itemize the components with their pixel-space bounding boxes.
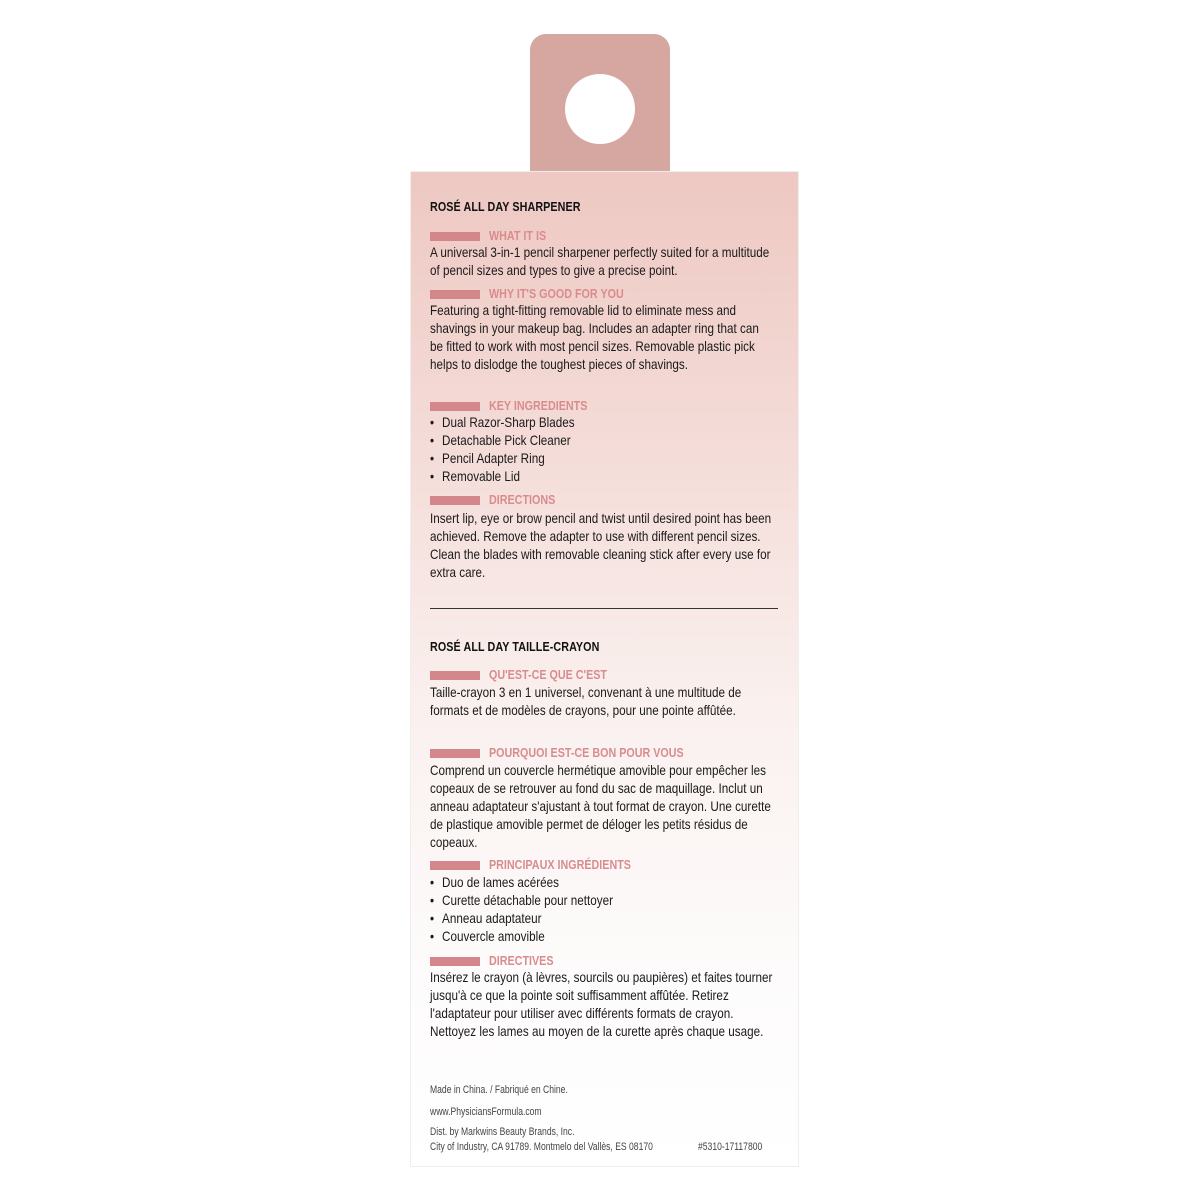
section-label: PRINCIPAUX INGRÉDIENTS bbox=[489, 858, 631, 872]
directives-text: Insérez le crayon (à lèvres, sourcils ou paupières) et faites tourner jusqu'à ce que la pointe soit suffisamment affûtée. Retirez l'adaptateur pour utiliser avec différents formats de crayon. Nettoyez les lames au moyen de la curette après chaque usage. bbox=[430, 970, 773, 1039]
accent-bar bbox=[430, 496, 480, 505]
what-it-is-text: A universal 3-in-1 pencil sharpener perfectly suited for a multitude of pencil sizes and types to give a precise point. bbox=[430, 245, 770, 278]
accent-bar bbox=[430, 671, 480, 680]
principaux-ingredients-list bbox=[430, 874, 643, 946]
list-item: • Duo de lames acérées bbox=[430, 874, 613, 892]
directions-heading bbox=[430, 493, 785, 506]
pourquoi-text: Comprend un couvercle hermétique amovible pour empêcher les copeaux de se retrouver au fond du sac de maquillage. Inclut un anneau adaptateur s'ajustant à tout format de crayon. Une curette de plastique amovible permet de déloger les petits résidus de copeaux. bbox=[430, 763, 771, 850]
product-code: #5310-17117800 bbox=[698, 1141, 763, 1153]
what-it-is-heading bbox=[430, 229, 785, 242]
section-label: WHY IT'S GOOD FOR YOU bbox=[489, 287, 624, 301]
section-label: POURQUOI EST-CE BON POUR VOUS bbox=[489, 746, 684, 760]
language-divider bbox=[430, 608, 778, 609]
list-item: • Pencil Adapter Ring bbox=[430, 450, 575, 468]
list-item: • Couvercle amovible bbox=[430, 928, 613, 946]
list-item: • Dual Razor-Sharp Blades bbox=[430, 414, 575, 432]
accent-bar bbox=[430, 402, 480, 411]
quest-ce-que-cest-text: Taille-crayon 3 en 1 universel, convenant à une multitude de formats et de modèles de crayons, pour une pointe affûtée. bbox=[430, 685, 742, 718]
pourquoi-heading bbox=[430, 746, 785, 759]
list-item: • Detachable Pick Cleaner bbox=[430, 432, 575, 450]
french-title: ROSÉ ALL DAY TAILLE-CRAYON bbox=[430, 640, 600, 654]
quest-ce-que-cest-heading bbox=[430, 668, 785, 681]
why-good-heading bbox=[430, 287, 785, 300]
principaux-ingredients-heading bbox=[430, 858, 785, 871]
english-title: ROSÉ ALL DAY SHARPENER bbox=[430, 200, 581, 214]
address-text: City of Industry, CA 91789. Montmelo del Vallès, ES 08170 bbox=[430, 1141, 653, 1153]
section-label: DIRECTIVES bbox=[489, 954, 554, 968]
list-item: • Curette détachable pour nettoyer bbox=[430, 892, 613, 910]
accent-bar bbox=[430, 290, 480, 299]
why-good-text: Featuring a tight-fitting removable lid to eliminate mess and shavings in your makeup bag. Includes an adapter ring that can be fitted to work with most pencil sizes. Removable plastic pick helps to dislodge the toughest pieces of shavings. bbox=[430, 303, 759, 372]
accent-bar bbox=[430, 957, 480, 966]
accent-bar bbox=[430, 232, 480, 241]
directives-heading bbox=[430, 954, 785, 967]
section-label: QU'EST-CE QUE C'EST bbox=[489, 668, 608, 682]
section-label: DIRECTIONS bbox=[489, 493, 556, 507]
hang-hole bbox=[565, 74, 635, 144]
made-in-text: Made in China. / Fabriqué en Chine. bbox=[430, 1084, 568, 1096]
section-label: WHAT IT IS bbox=[489, 229, 547, 243]
hang-tab bbox=[530, 34, 670, 174]
distributor-text: Dist. by Markwins Beauty Brands, Inc. bbox=[430, 1126, 575, 1138]
list-item: • Removable Lid bbox=[430, 468, 575, 486]
key-ingredients-heading bbox=[430, 399, 785, 412]
key-ingredients-list bbox=[430, 414, 598, 486]
accent-bar bbox=[430, 861, 480, 870]
accent-bar bbox=[430, 749, 480, 758]
directions-text: Insert lip, eye or brow pencil and twist until desired point has been achieved. Remove the adapter to use with different pencil sizes. Clean the blades with removable cleaning stick after every use for extra care. bbox=[430, 511, 772, 580]
section-label: KEY INGREDIENTS bbox=[489, 399, 588, 413]
list-item: • Anneau adaptateur bbox=[430, 910, 613, 928]
package-back-panel bbox=[411, 172, 798, 1166]
website-text: www.PhysiciansFormula.com bbox=[430, 1106, 542, 1118]
